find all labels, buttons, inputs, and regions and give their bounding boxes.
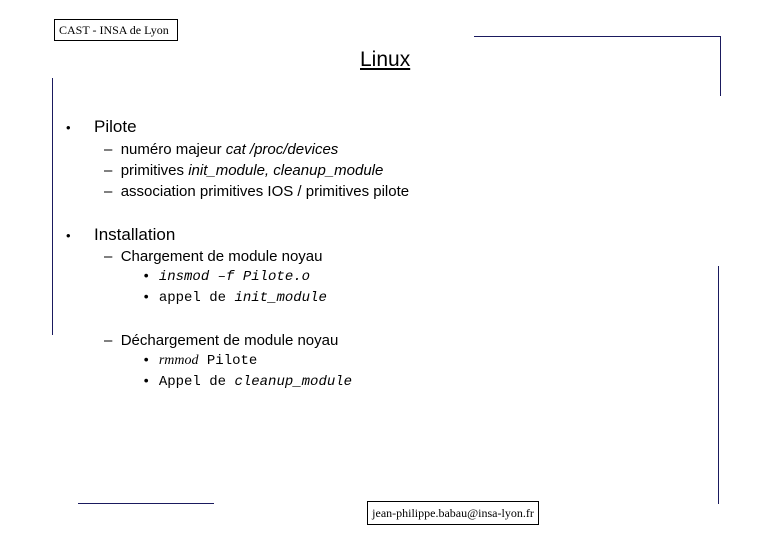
list-item xyxy=(142,269,310,285)
item-italic: init_module, cleanup_module xyxy=(188,162,384,179)
list-item xyxy=(104,332,338,349)
bullet-label: Pilote xyxy=(94,117,137,136)
list-item xyxy=(104,141,338,158)
frame-line-right-lower xyxy=(718,266,719,504)
frame-line-left xyxy=(52,78,53,335)
bullet-symbol: • xyxy=(66,120,71,135)
item-italic: cleanup_module xyxy=(234,374,353,390)
dot-symbol: • xyxy=(142,269,151,285)
page-title: Linux xyxy=(360,48,411,71)
list-item xyxy=(142,353,257,369)
item-italic: rmmod xyxy=(158,353,199,368)
dash-symbol: – xyxy=(104,332,113,349)
list-item xyxy=(104,183,409,200)
dash-symbol: – xyxy=(104,141,113,158)
list-item xyxy=(142,290,327,306)
item-text: numéro majeur xyxy=(120,141,226,158)
dash-symbol: – xyxy=(104,162,113,179)
bullet-label: Installation xyxy=(94,225,176,244)
item-text: association primitives IOS / primitives pilote xyxy=(120,183,410,200)
item-text: Pilote xyxy=(198,353,258,369)
item-italic: init_module xyxy=(234,290,327,306)
frame-line-top-right xyxy=(474,36,721,37)
item-italic: cat /proc/devices xyxy=(225,141,339,158)
footer-email: jean-philippe.babau@insa-lyon.fr xyxy=(367,501,539,525)
dot-symbol: • xyxy=(142,374,151,390)
item-text: Chargement de module noyau xyxy=(120,248,323,265)
frame-line-bottom-left xyxy=(78,503,214,504)
frame-line-right-upper xyxy=(720,36,721,96)
item-text: primitives xyxy=(120,162,189,179)
dash-symbol: – xyxy=(104,248,113,265)
list-item xyxy=(142,374,352,390)
dash-symbol: – xyxy=(104,183,113,200)
item-text: Déchargement de module noyau xyxy=(120,332,339,349)
list-item xyxy=(104,248,322,265)
dot-symbol: • xyxy=(142,290,151,306)
header-label: CAST - INSA de Lyon xyxy=(54,19,178,41)
dot-symbol: • xyxy=(142,353,151,369)
item-italic: insmod –f Pilote.o xyxy=(158,269,311,285)
list-item xyxy=(104,162,383,179)
item-text: Appel de xyxy=(158,374,235,390)
item-text: appel de xyxy=(158,290,235,306)
bullet-symbol: • xyxy=(66,228,71,243)
